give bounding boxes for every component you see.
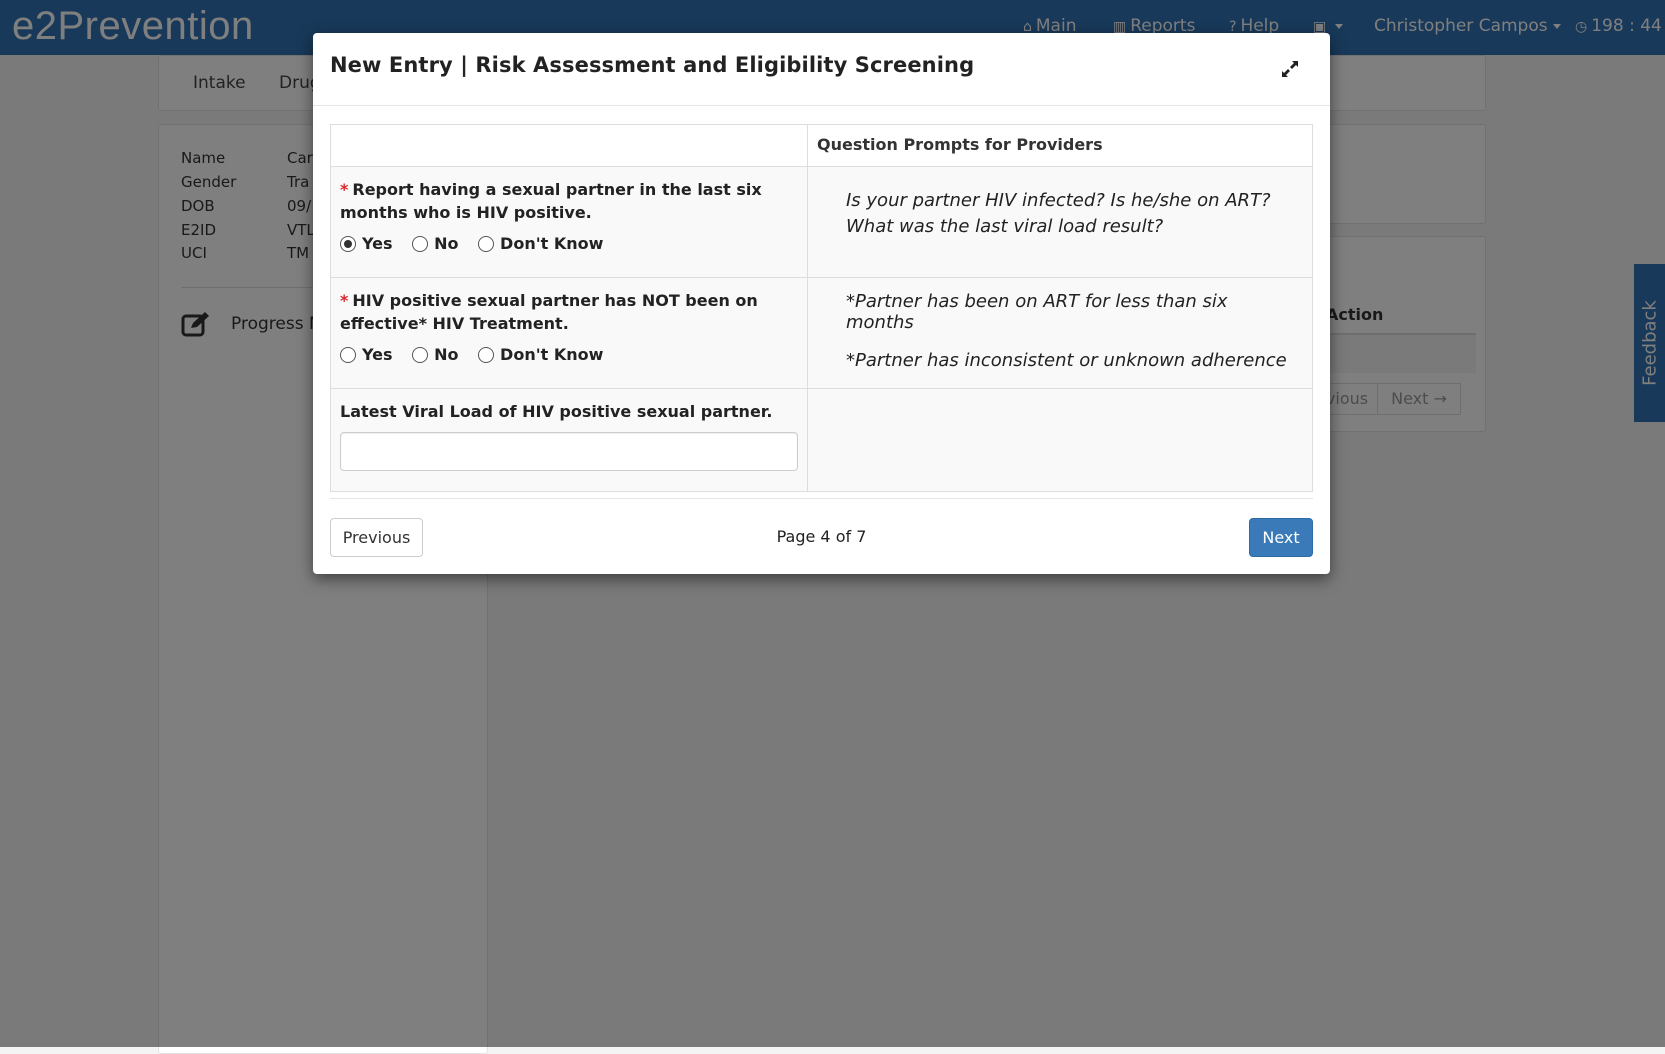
radio-group: [340, 233, 798, 253]
radio-no[interactable]: [412, 234, 458, 253]
radio-button[interactable]: [478, 347, 494, 363]
questions-table: [330, 124, 1313, 492]
radio-label: Don't Know: [500, 345, 604, 364]
radio-yes[interactable]: [340, 345, 393, 364]
table-row: [331, 167, 1313, 278]
radio-button[interactable]: [340, 236, 356, 252]
expand-icon[interactable]: [1280, 59, 1300, 79]
prompt-cell: [808, 167, 1313, 278]
next-button[interactable]: Next: [1249, 518, 1313, 557]
divider: [330, 498, 1313, 499]
radio-dont-know[interactable]: [478, 345, 603, 364]
required-marker: *: [340, 291, 349, 310]
radio-dont-know[interactable]: [478, 234, 603, 253]
question-text: HIV positive sexual partner has NOT been on effective* HIV Treatment.: [340, 291, 758, 333]
prompt-cell: [808, 389, 1313, 492]
radio-button[interactable]: [412, 347, 428, 363]
question-text: Report having a sexual partner in the last six months who is HIV positive.: [340, 180, 762, 222]
table-row: [331, 278, 1313, 389]
radio-button[interactable]: [478, 236, 494, 252]
modal-header: [313, 33, 1330, 106]
question-label: [340, 178, 798, 224]
radio-no[interactable]: [412, 345, 458, 364]
radio-label: No: [434, 234, 459, 253]
radio-label: Yes: [362, 345, 393, 364]
modal-title: New Entry | Risk Assessment and Eligibility Screening: [330, 53, 975, 77]
question-label: Latest Viral Load of HIV positive sexual partner.: [340, 402, 773, 421]
radio-button[interactable]: [412, 236, 428, 252]
radio-button[interactable]: [340, 347, 356, 363]
question-cell: [331, 167, 808, 278]
previous-button[interactable]: Previous: [330, 518, 423, 557]
radio-label: No: [434, 345, 459, 364]
table-header-row: [331, 125, 1313, 167]
column-header-question: [331, 125, 808, 167]
required-marker: *: [340, 180, 349, 199]
radio-label: Yes: [362, 234, 393, 253]
prompt-text: Is your partner HIV infected? Is he/she on ART? What was the last viral load result?: [846, 190, 1271, 237]
question-cell: [331, 389, 808, 492]
table-row: [331, 389, 1313, 492]
radio-yes[interactable]: [340, 234, 393, 253]
radio-group: [340, 344, 798, 364]
question-cell: [331, 278, 808, 389]
radio-label: Don't Know: [500, 234, 604, 253]
column-header-prompts: Question Prompts for Providers: [808, 125, 1313, 167]
prompt-text: *Partner has been on ART for less than six months: [846, 291, 1228, 333]
question-label: [340, 289, 798, 335]
page-indicator: Page 4 of 7: [776, 527, 867, 546]
viral-load-input[interactable]: [340, 432, 798, 471]
new-entry-modal: [313, 33, 1330, 574]
prompt-text: *Partner has inconsistent or unknown adherence: [846, 350, 1287, 371]
prompt-cell: [808, 278, 1313, 389]
